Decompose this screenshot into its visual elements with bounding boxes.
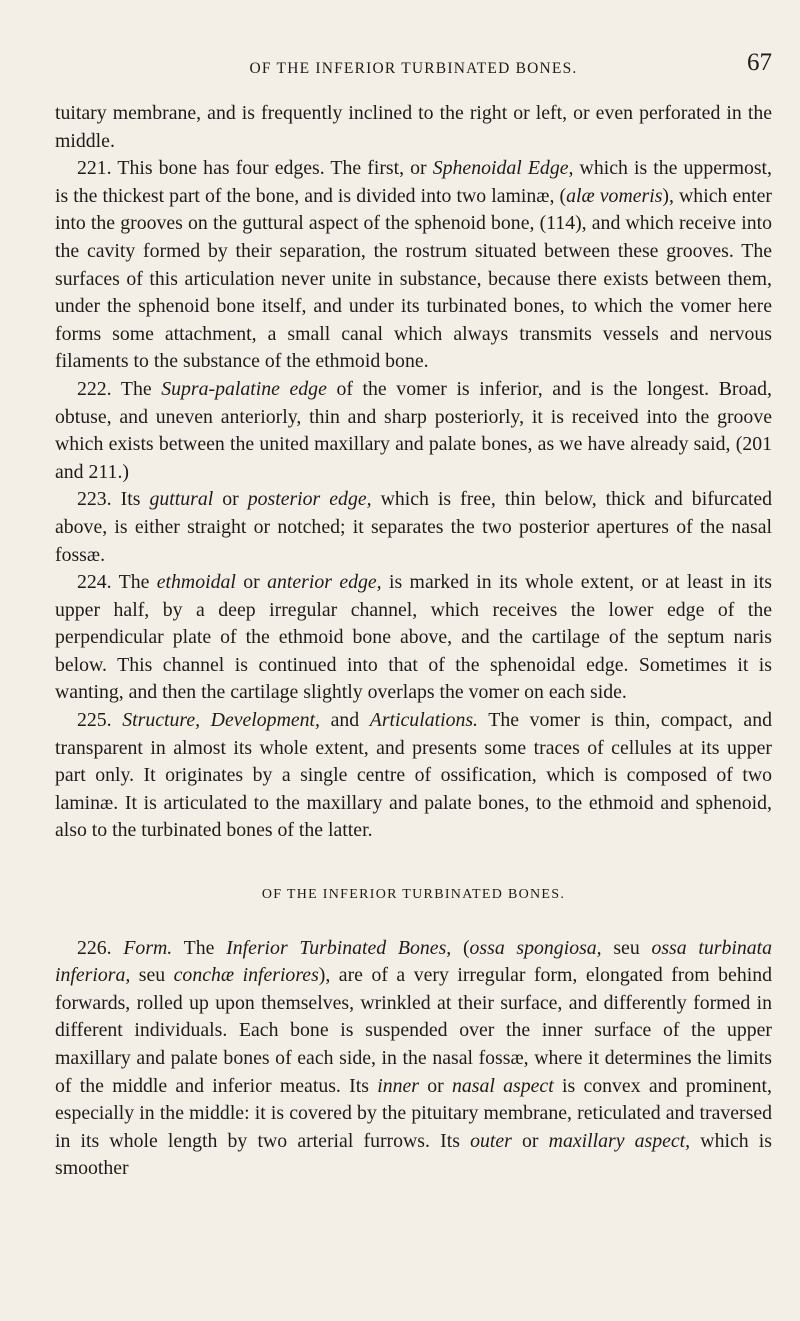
paragraph-number: 224. <box>77 571 112 594</box>
running-title: OF THE INFERIOR TURBINATED BONES. <box>249 60 578 77</box>
section-heading: OF THE INFERIOR TURBINATED BONES. <box>261 887 566 903</box>
paragraph-226: 226. Form. The Inferior Turbinated Bones, (ossa spongiosa, seu ossa turbinata inferiora, seu conchæ inferiores), are of a very irregular form, elongated from behind forwards, rolled up upon themselves, wrinkled at their surface, and differently formed in different individuals. Each bone is suspended over the inner surface of the upper maxillary and palate bones of each side, in the nasal fossæ, where it determines the limits of the middle and inferior meatus. Its inner or nasal aspect is convex and prominent, especially in the middle: it is covered by the pituitary membrane, reticulated and traversed in its whole length by two arterial furrows. Its outer or maxillary aspect, which is smoother <box>55 936 773 1180</box>
paragraph-number: 221. <box>77 157 112 180</box>
page-number: 67 <box>747 49 772 76</box>
paragraph-number: 223. <box>77 488 112 511</box>
paragraph-number: 225. <box>77 709 112 732</box>
paragraph-number: 222. <box>77 377 112 400</box>
paragraph-225: 225. Structure, Development, and Articulations. The vomer is thin, compact, and transparent in almost its whole extent, and presents some traces of cellules at its upper part only. It originates by a single centre of ossification, which is composed of two laminæ. It is articulated to the maxillary and palate bones, to the ethmoid and sphenoid, also to the turbinated bones of the latter. <box>55 709 772 842</box>
running-head <box>55 49 772 86</box>
paragraph-221: 221. This bone has four edges. The first, or Sphenoidal Edge, which is the uppermost, is the thickest part of the bone, and is divided into two laminæ, (alæ vomeris), which enter into the grooves on the guttural aspect of the sphenoid bone, (114), and which receive into the cavity formed by their separation, the rostrum situated between these grooves. The surfaces of this articulation never unite in substance, because there exists between them, under the sphenoid bone itself, and under its turbinated bones, to which the vomer here forms some attachment, a small canal which always transmits vessels and nervous filaments to the substance of the ethmoid bone. <box>55 157 772 373</box>
paragraph-number: 226. <box>77 936 112 959</box>
paragraph-224: 224. The ethmoidal or anterior edge, is marked in its whole extent, or at least in its upper half, by a deep irregular channel, which receives the lower edge of the perpendicular plate of the ethmoid bone above, and the cartilage of the septum naris below. This channel is continued into that of the sphenoidal edge. Sometimes it is wanting, and then the cartilage slightly overlaps the vomer on each side. <box>55 571 772 704</box>
paragraph-222: 222. The Supra-palatine edge of the vomer is inferior, and is the longest. Broad, obtuse, and uneven anteriorly, thin and sharp posteriorly, it is received into the groove which exists between the united maxillary and palate bones, as we have already said, (201 and 211.) <box>55 377 772 483</box>
paragraph-continuation: tuitary membrane, and is frequently inclined to the right or left, or even perforated in the middle. <box>55 102 772 152</box>
paragraph-223: 223. Its guttural or posterior edge, which is free, thin below, thick and bifurcated above, is either straight or notched; it separates the two posterior apertures of the nasal fossæ. <box>55 488 772 566</box>
body-text <box>55 100 772 1183</box>
